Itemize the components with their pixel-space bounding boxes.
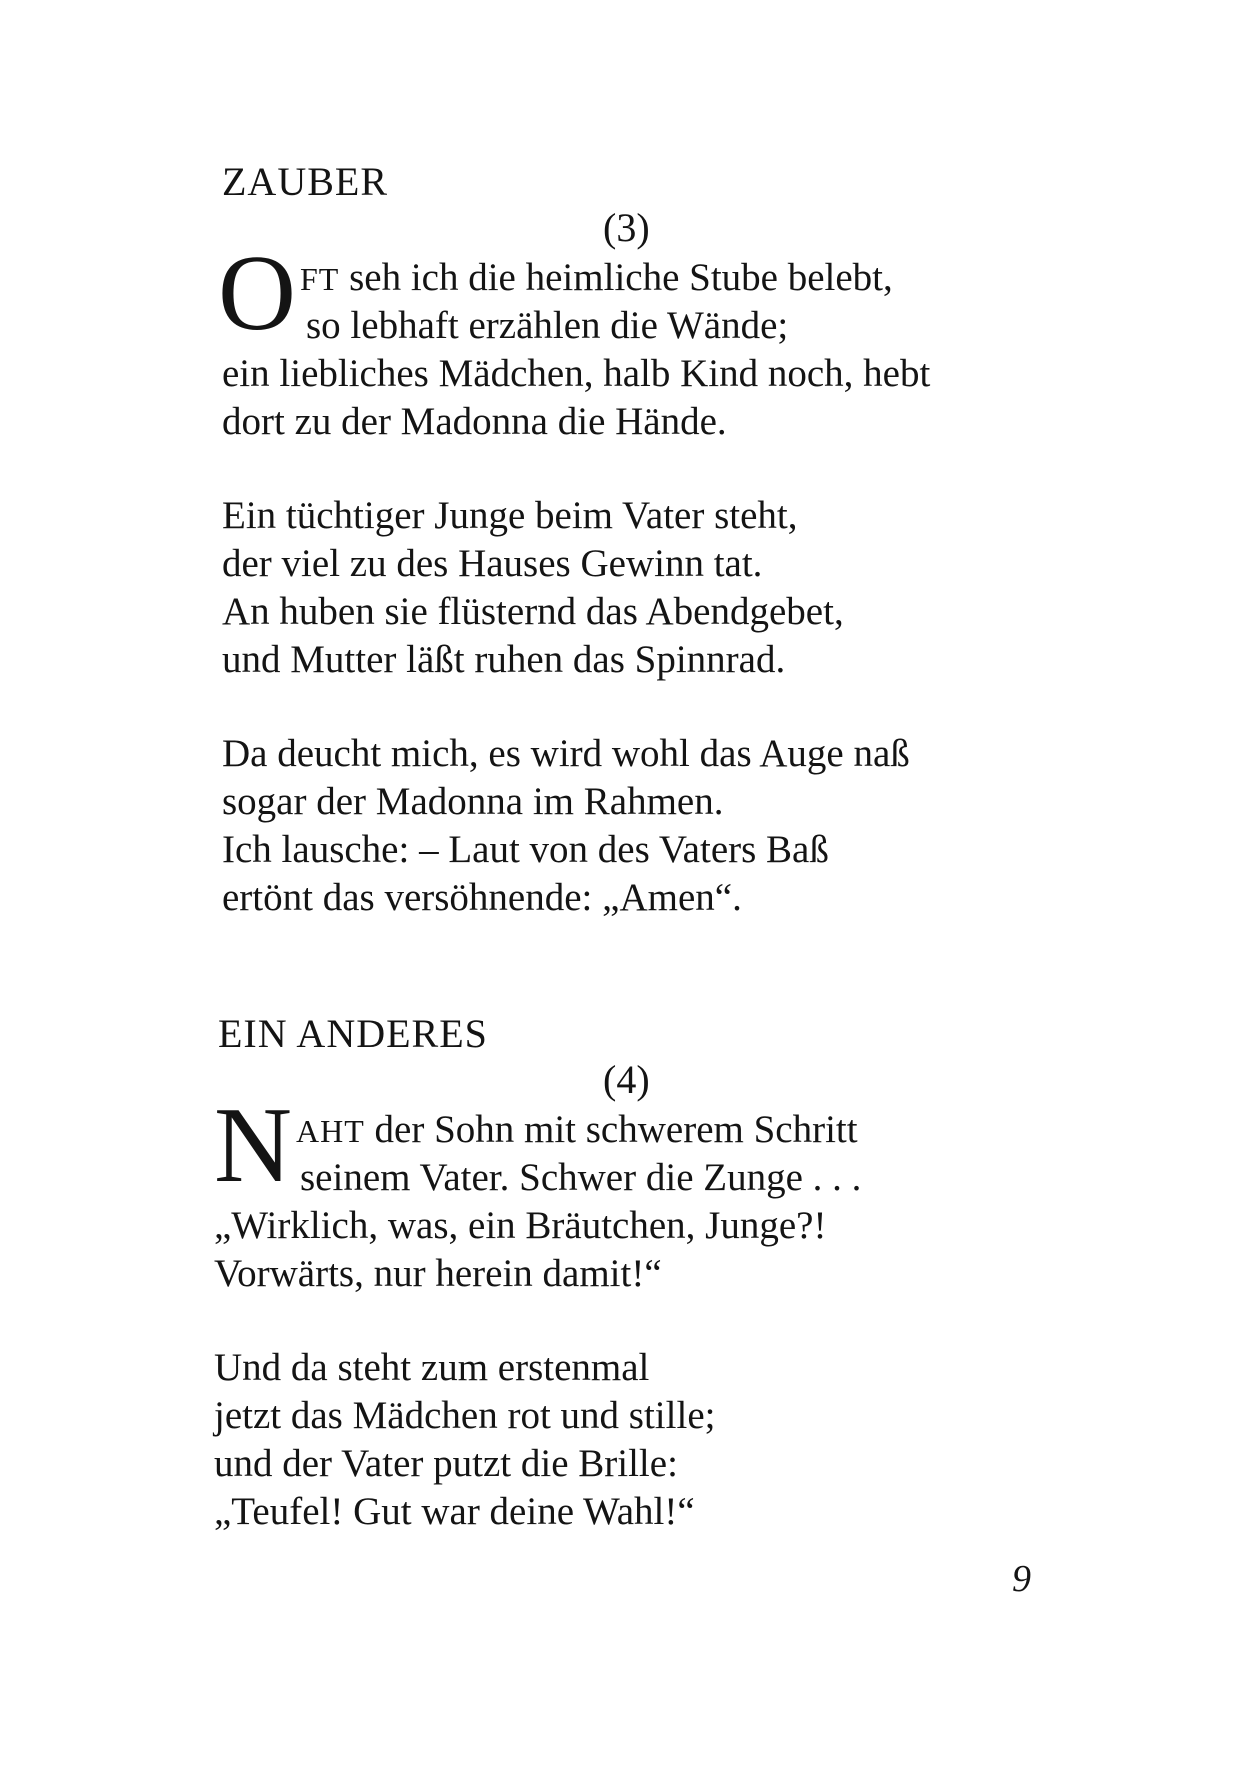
poem1-stanza3-line-1: Da deucht mich, es wird wohl das Auge naß [222, 732, 910, 775]
poem2-stanza2-line-2: jetzt das Mädchen rot und stille; [214, 1394, 716, 1437]
poem-title-ein-anderes: EIN ANDERES [218, 1011, 488, 1056]
dropcap-n: N [214, 1086, 292, 1205]
poem1-stanza2-line-1: Ein tüchtiger Junge beim Vater steht, [222, 494, 798, 537]
poem2-line-2: seinem Vater. Schwer die Zunge . . . [300, 1156, 862, 1199]
poem1-stanza3-line-4: ertönt das versöhnende: „Amen“. [222, 876, 742, 919]
poem2-stanza2-line-4: „Teufel! Gut war deine Wahl!“ [214, 1490, 695, 1533]
first-word-rest: AHT [296, 1113, 365, 1149]
poem2-stanza2-line-3: und der Vater putzt die Brille: [214, 1442, 678, 1485]
poem1-line-2: so lebhaft erzählen die Wände; [306, 304, 789, 347]
first-line-rest: der Sohn mit schwerem Schritt [364, 1108, 858, 1151]
poem1-line-1 [300, 258, 893, 297]
poem-number-3: (3) [603, 205, 650, 250]
poem1-line-4: dort zu der Madonna die Hände. [222, 400, 727, 443]
poem1-stanza3-line-3: Ich lausche: – Laut von des Vaters Baß [222, 828, 829, 871]
poem2-line-1 [296, 1110, 858, 1149]
page-number: 9 [1012, 1558, 1031, 1600]
first-line-rest: seh ich die heimliche Stube belebt, [339, 256, 893, 299]
poem-number-4: (4) [603, 1057, 650, 1102]
first-word-rest: FT [300, 261, 340, 297]
poem1-line-3: ein liebliches Mädchen, halb Kind noch, hebt [222, 352, 931, 395]
poem-title-zauber: ZAUBER [222, 159, 388, 204]
poem1-stanza3-line-2: sogar der Madonna im Rahmen. [222, 780, 724, 823]
poem2-line-4: Vorwärts, nur herein damit!“ [214, 1252, 662, 1295]
dropcap-o: O [218, 234, 296, 353]
poem2-line-3: „Wirklich, was, ein Bräutchen, Junge?! [214, 1204, 827, 1247]
poem2-stanza2-line-1: Und da steht zum erstenmal [214, 1346, 650, 1389]
poem1-stanza2-line-2: der viel zu des Hauses Gewinn tat. [222, 542, 763, 585]
poem1-stanza2-line-3: An huben sie flüsternd das Abendgebet, [222, 590, 844, 633]
poem1-stanza2-line-4: und Mutter läßt ruhen das Spinnrad. [222, 638, 786, 681]
